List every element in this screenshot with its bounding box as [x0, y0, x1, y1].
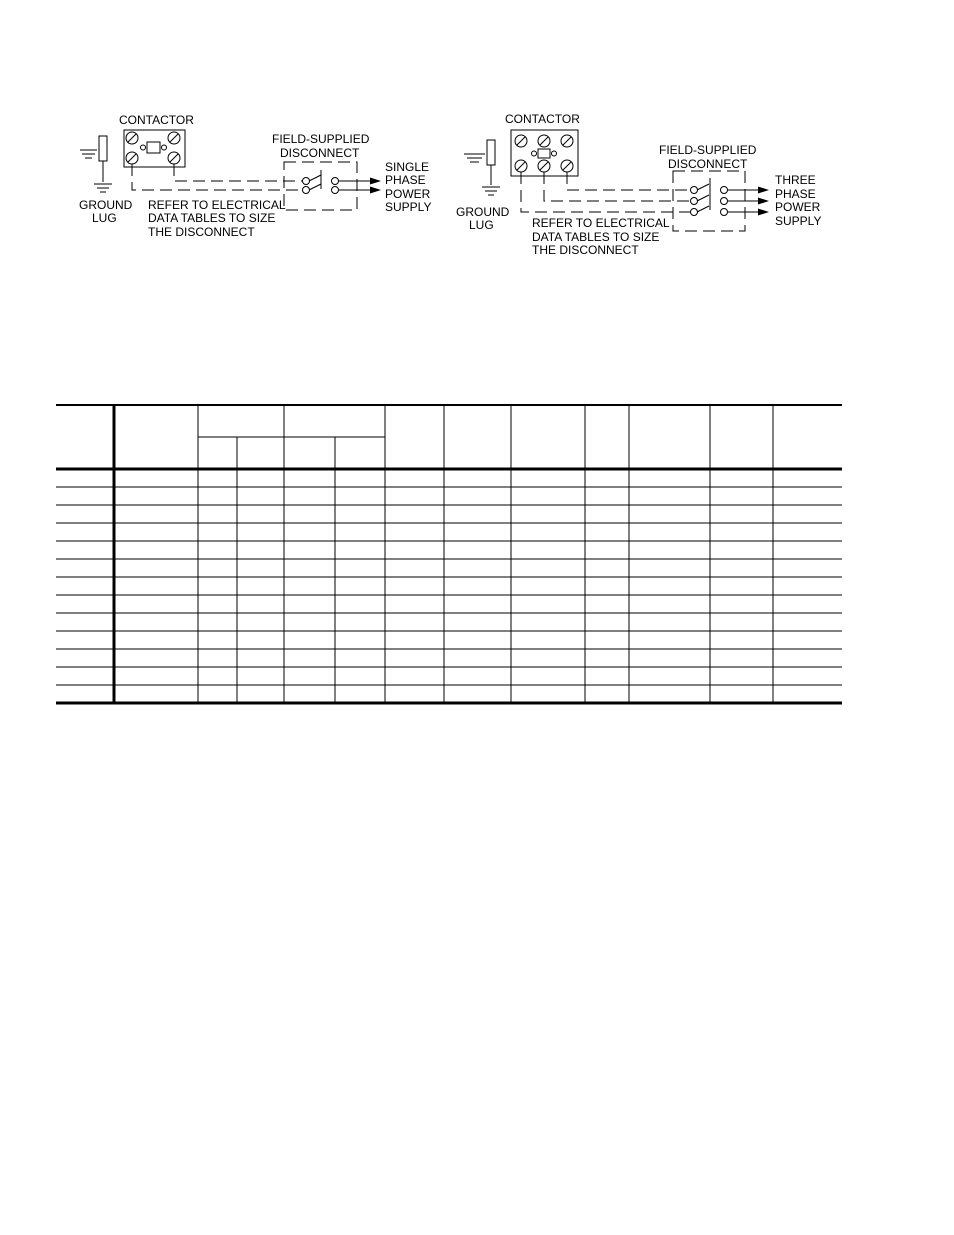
contactor-label: CONTACTOR: [119, 113, 194, 127]
table-grid-lines: [56, 405, 842, 703]
disconnect-label-line2: DISCONNECT: [280, 146, 360, 160]
supply-label-line1: THREE: [775, 173, 816, 187]
supply-label-line4: SUPPLY: [385, 200, 432, 214]
refer-note-line3: THE DISCONNECT: [148, 225, 255, 239]
supply-label-line2: PHASE: [385, 173, 426, 187]
refer-note-line1: REFER TO ELECTRICAL: [532, 216, 670, 230]
disconnect-label-line2: DISCONNECT: [668, 157, 748, 171]
supply-label-line2: PHASE: [775, 187, 816, 201]
refer-note-line2: DATA TABLES TO SIZE: [532, 230, 660, 244]
ground-label-line1: GROUND: [79, 198, 133, 212]
ground-label-line2: LUG: [469, 218, 494, 232]
contactor-label: CONTACTOR: [505, 112, 580, 126]
supply-label-line4: SUPPLY: [775, 214, 822, 228]
refer-note-line1: REFER TO ELECTRICAL: [148, 198, 286, 212]
refer-note-line3: THE DISCONNECT: [532, 243, 639, 257]
refer-note-line2: DATA TABLES TO SIZE: [148, 211, 276, 225]
supply-label-line3: POWER: [385, 187, 431, 201]
disconnect-label-line1: FIELD-SUPPLIED: [272, 132, 370, 146]
supply-label-line3: POWER: [775, 200, 821, 214]
disconnect-label-line1: FIELD-SUPPLIED: [659, 143, 757, 157]
ground-label-line1: GROUND: [456, 205, 510, 219]
supply-label-line1: SINGLE: [385, 160, 430, 174]
ground-label-line2: LUG: [92, 211, 117, 225]
